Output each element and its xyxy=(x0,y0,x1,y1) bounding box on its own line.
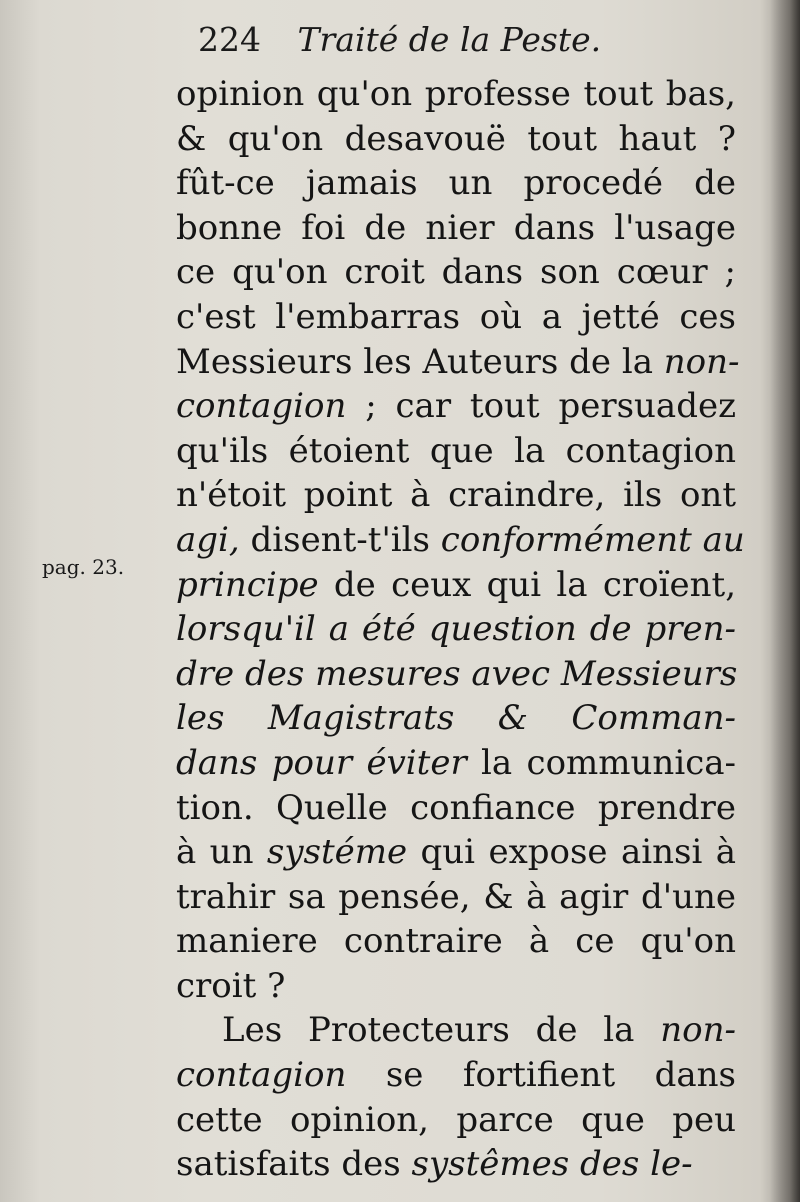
text-line xyxy=(176,830,736,875)
italic-text: non- xyxy=(663,341,740,382)
page-number: 224 xyxy=(198,20,261,59)
italic-text: agi, xyxy=(176,519,240,560)
text-segment: n'étoit point à craindre, ils ont xyxy=(176,475,736,516)
text-line xyxy=(176,875,736,920)
text-segment: trahir sa pensée, & à agir d'une xyxy=(176,876,736,917)
text-line xyxy=(176,295,736,340)
text-line xyxy=(176,786,736,831)
text-segment: qu'ils étoient que la contagion xyxy=(176,430,736,471)
text-line xyxy=(176,429,736,474)
text-segment: opinion qu'on professe tout bas, xyxy=(176,74,736,114)
text-segment: se fortifient dans xyxy=(346,1055,736,1096)
text-line xyxy=(176,1008,736,1053)
text-line xyxy=(176,340,740,385)
italic-text: les Magistrats & Comman- xyxy=(176,698,736,739)
text-segment: de ceux qui la croïent, xyxy=(318,564,736,605)
text-line xyxy=(176,919,736,964)
text-line xyxy=(176,117,736,162)
running-title: Traité de la Peste. xyxy=(297,20,602,59)
text-segment: disent-t'ils xyxy=(239,519,441,560)
italic-text: conformément au xyxy=(440,519,745,560)
text-line xyxy=(176,1098,736,1143)
text-line xyxy=(176,1053,736,1098)
text-segment: Messieurs les Auteurs de la xyxy=(176,341,664,382)
text-line xyxy=(176,206,736,251)
text-segment: ; car tout persuadez xyxy=(346,386,736,427)
text-line xyxy=(176,473,736,518)
text-segment: c'est l'embarras où a jetté ces xyxy=(176,296,736,337)
text-line xyxy=(176,1142,736,1187)
text-line xyxy=(176,72,736,117)
text-segment: tion. Quelle confiance prendre xyxy=(176,787,736,828)
text-line xyxy=(176,563,736,608)
text-segment: qui expose ainsi à xyxy=(407,832,736,873)
italic-text: principe xyxy=(176,564,319,605)
text-line xyxy=(176,964,736,1009)
italic-text: dre des mesures avec Messieurs xyxy=(176,653,738,694)
page-gutter-shadow xyxy=(770,0,800,1202)
text-segment: ce qu'on croit dans son cœur ; xyxy=(176,252,736,293)
margin-note: pag. 23. xyxy=(42,555,125,579)
text-segment: & qu'on desavouë tout haut ? xyxy=(176,118,736,159)
text-segment: satisfaits des xyxy=(176,1144,412,1185)
text-segment: la communica- xyxy=(466,742,736,783)
text-segment: cette opinion, parce que peu xyxy=(176,1099,736,1140)
text-segment: maniere contraire à ce qu'on xyxy=(176,921,736,962)
page-header xyxy=(198,20,601,59)
italic-text: non- xyxy=(660,1010,736,1051)
text-line xyxy=(176,741,736,786)
text-line xyxy=(176,607,736,652)
italic-text: systêmes des le- xyxy=(411,1144,693,1185)
italic-text: dans pour éviter xyxy=(176,742,467,783)
text-line xyxy=(176,161,736,206)
italic-text: contagion xyxy=(176,1055,347,1096)
text-line xyxy=(176,250,736,295)
italic-text: systéme xyxy=(266,832,408,873)
text-segment: bonne foi de nier dans l'usage xyxy=(176,207,736,248)
text-segment: fût-ce jamais un procedé de xyxy=(176,163,736,204)
italic-text: contagion xyxy=(176,386,347,427)
text-segment: croit ? xyxy=(176,965,286,1006)
text-segment: Les Protecteurs de la xyxy=(222,1010,661,1051)
text-line xyxy=(176,384,736,429)
text-line xyxy=(176,696,736,741)
body-text xyxy=(176,72,745,1187)
text-segment: à un xyxy=(176,832,267,873)
text-line xyxy=(176,652,736,697)
italic-text: lorsqu'il a été question de pren- xyxy=(176,609,736,650)
text-line xyxy=(176,518,745,563)
